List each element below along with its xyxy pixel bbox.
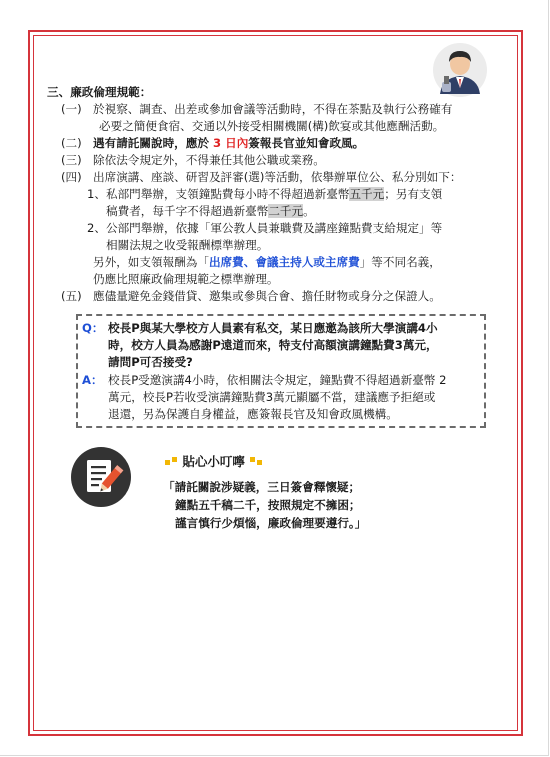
extra-line-1 bbox=[93, 254, 441, 270]
question-line-3: 請問P可否接受? bbox=[108, 355, 193, 369]
extra-line-2: 仍應比照廉政倫理規範之標準辦理。 bbox=[93, 272, 279, 286]
answer-line-3: 退還，另為保護自身權益，應簽報長官及知會政風機構。 bbox=[108, 407, 398, 421]
question-line-1: 校長P與某大學校方人員素有私交，某日應邀為該所大學演講4小 bbox=[108, 321, 438, 335]
answer-line-2: 萬元，校長P若收受演講鐘點費3萬元顯屬不當，建議應予拒絕或 bbox=[108, 390, 436, 404]
item-2-number: (二) bbox=[61, 136, 82, 150]
tip-title bbox=[164, 452, 263, 470]
item-1-line-1: 於視察、調查、出差或參加會議等活動時，不得在茶點及執行公務確有 bbox=[93, 102, 453, 116]
yellow-bullet-icon bbox=[172, 457, 177, 462]
tip-line-2: 鐘點五千稿二千，按照規定不擁困； bbox=[175, 498, 361, 512]
sub-1-line2-post: 。 bbox=[303, 204, 315, 218]
sub-1-line-1 bbox=[87, 186, 442, 202]
item-5-line-1: 應儘量避免金錢借貸、邀集或參與合會、擔任財物或身分之保證人。 bbox=[93, 289, 441, 303]
sub-2-line-1: 2、公部門舉辦，依據「軍公教人員兼職費及講座鐘點費支給規定」等 bbox=[87, 221, 443, 235]
sub-1-pre: 1、私部門舉辦，支領鐘點費每小時不得超過新臺幣 bbox=[87, 187, 350, 201]
speaker-avatar-icon bbox=[432, 42, 488, 98]
tip-line-1: 「請託關說涉疑義，三日簽會釋懷疑； bbox=[163, 480, 361, 494]
extra-pre: 另外，如支領報酬為「 bbox=[93, 255, 209, 269]
item-2-deadline: 3 日內 bbox=[213, 136, 249, 150]
section-title: 三、廉政倫理規範： bbox=[47, 85, 152, 99]
question-label: Q： bbox=[82, 321, 104, 335]
yellow-bullet-icon bbox=[250, 457, 255, 462]
yellow-bullet-icon bbox=[165, 460, 170, 465]
item-3-number: (三) bbox=[61, 153, 82, 167]
item-5-number: (五) bbox=[61, 289, 82, 303]
item-2-pre: 遇有請託關說時，應於 bbox=[93, 136, 209, 150]
tip-title-text: 貼心小叮嚀 bbox=[182, 454, 245, 469]
memo-pencil-icon bbox=[70, 446, 132, 508]
sub-1-line-2 bbox=[106, 203, 315, 219]
extra-fee-names: 出席費、會議主持人或主席費 bbox=[208, 255, 360, 269]
sub-1-amount: 五千元 bbox=[349, 187, 385, 201]
sub-2-line-2: 相關法規之收受報酬標準辦理。 bbox=[106, 238, 269, 252]
yellow-bullet-icon bbox=[257, 460, 262, 465]
sub-1-line2-pre: 稿費者，每千字不得超過新臺幣 bbox=[106, 204, 269, 218]
item-4-number: (四) bbox=[61, 170, 82, 184]
tip-line-3: 謹言慎行少煩惱，廉政倫理要遵行。」 bbox=[175, 516, 367, 530]
item-2-post: 簽報長官並知會政風。 bbox=[248, 136, 365, 150]
answer-label: A： bbox=[82, 373, 103, 387]
sub-1-post: ；另有支領 bbox=[384, 187, 443, 201]
question-line-2: 時，校方人員為感謝P遠道而來，特支付高額演講鐘點費3萬元， bbox=[108, 338, 438, 352]
item-3-line-1: 除依法令規定外，不得兼任其他公職或業務。 bbox=[93, 153, 325, 167]
item-1-line-2: 必要之簡便食宿、交通以外接受相關機關(構)飲宴或其他應酬活動。 bbox=[99, 119, 445, 133]
answer-line-1: 校長P受邀演講4小時，依相關法令規定，鐘點費不得超過新臺幣 2 bbox=[108, 373, 447, 387]
item-2-text bbox=[93, 135, 364, 151]
item-1-number: (一) bbox=[61, 102, 82, 116]
sub-1-line2-amount: 二千元 bbox=[268, 204, 304, 218]
extra-post: 」等不同名義， bbox=[359, 255, 441, 269]
item-4-line-1: 出席演講、座談、研習及評審(選)等活動，依舉辦單位公、私分別如下： bbox=[93, 170, 462, 184]
